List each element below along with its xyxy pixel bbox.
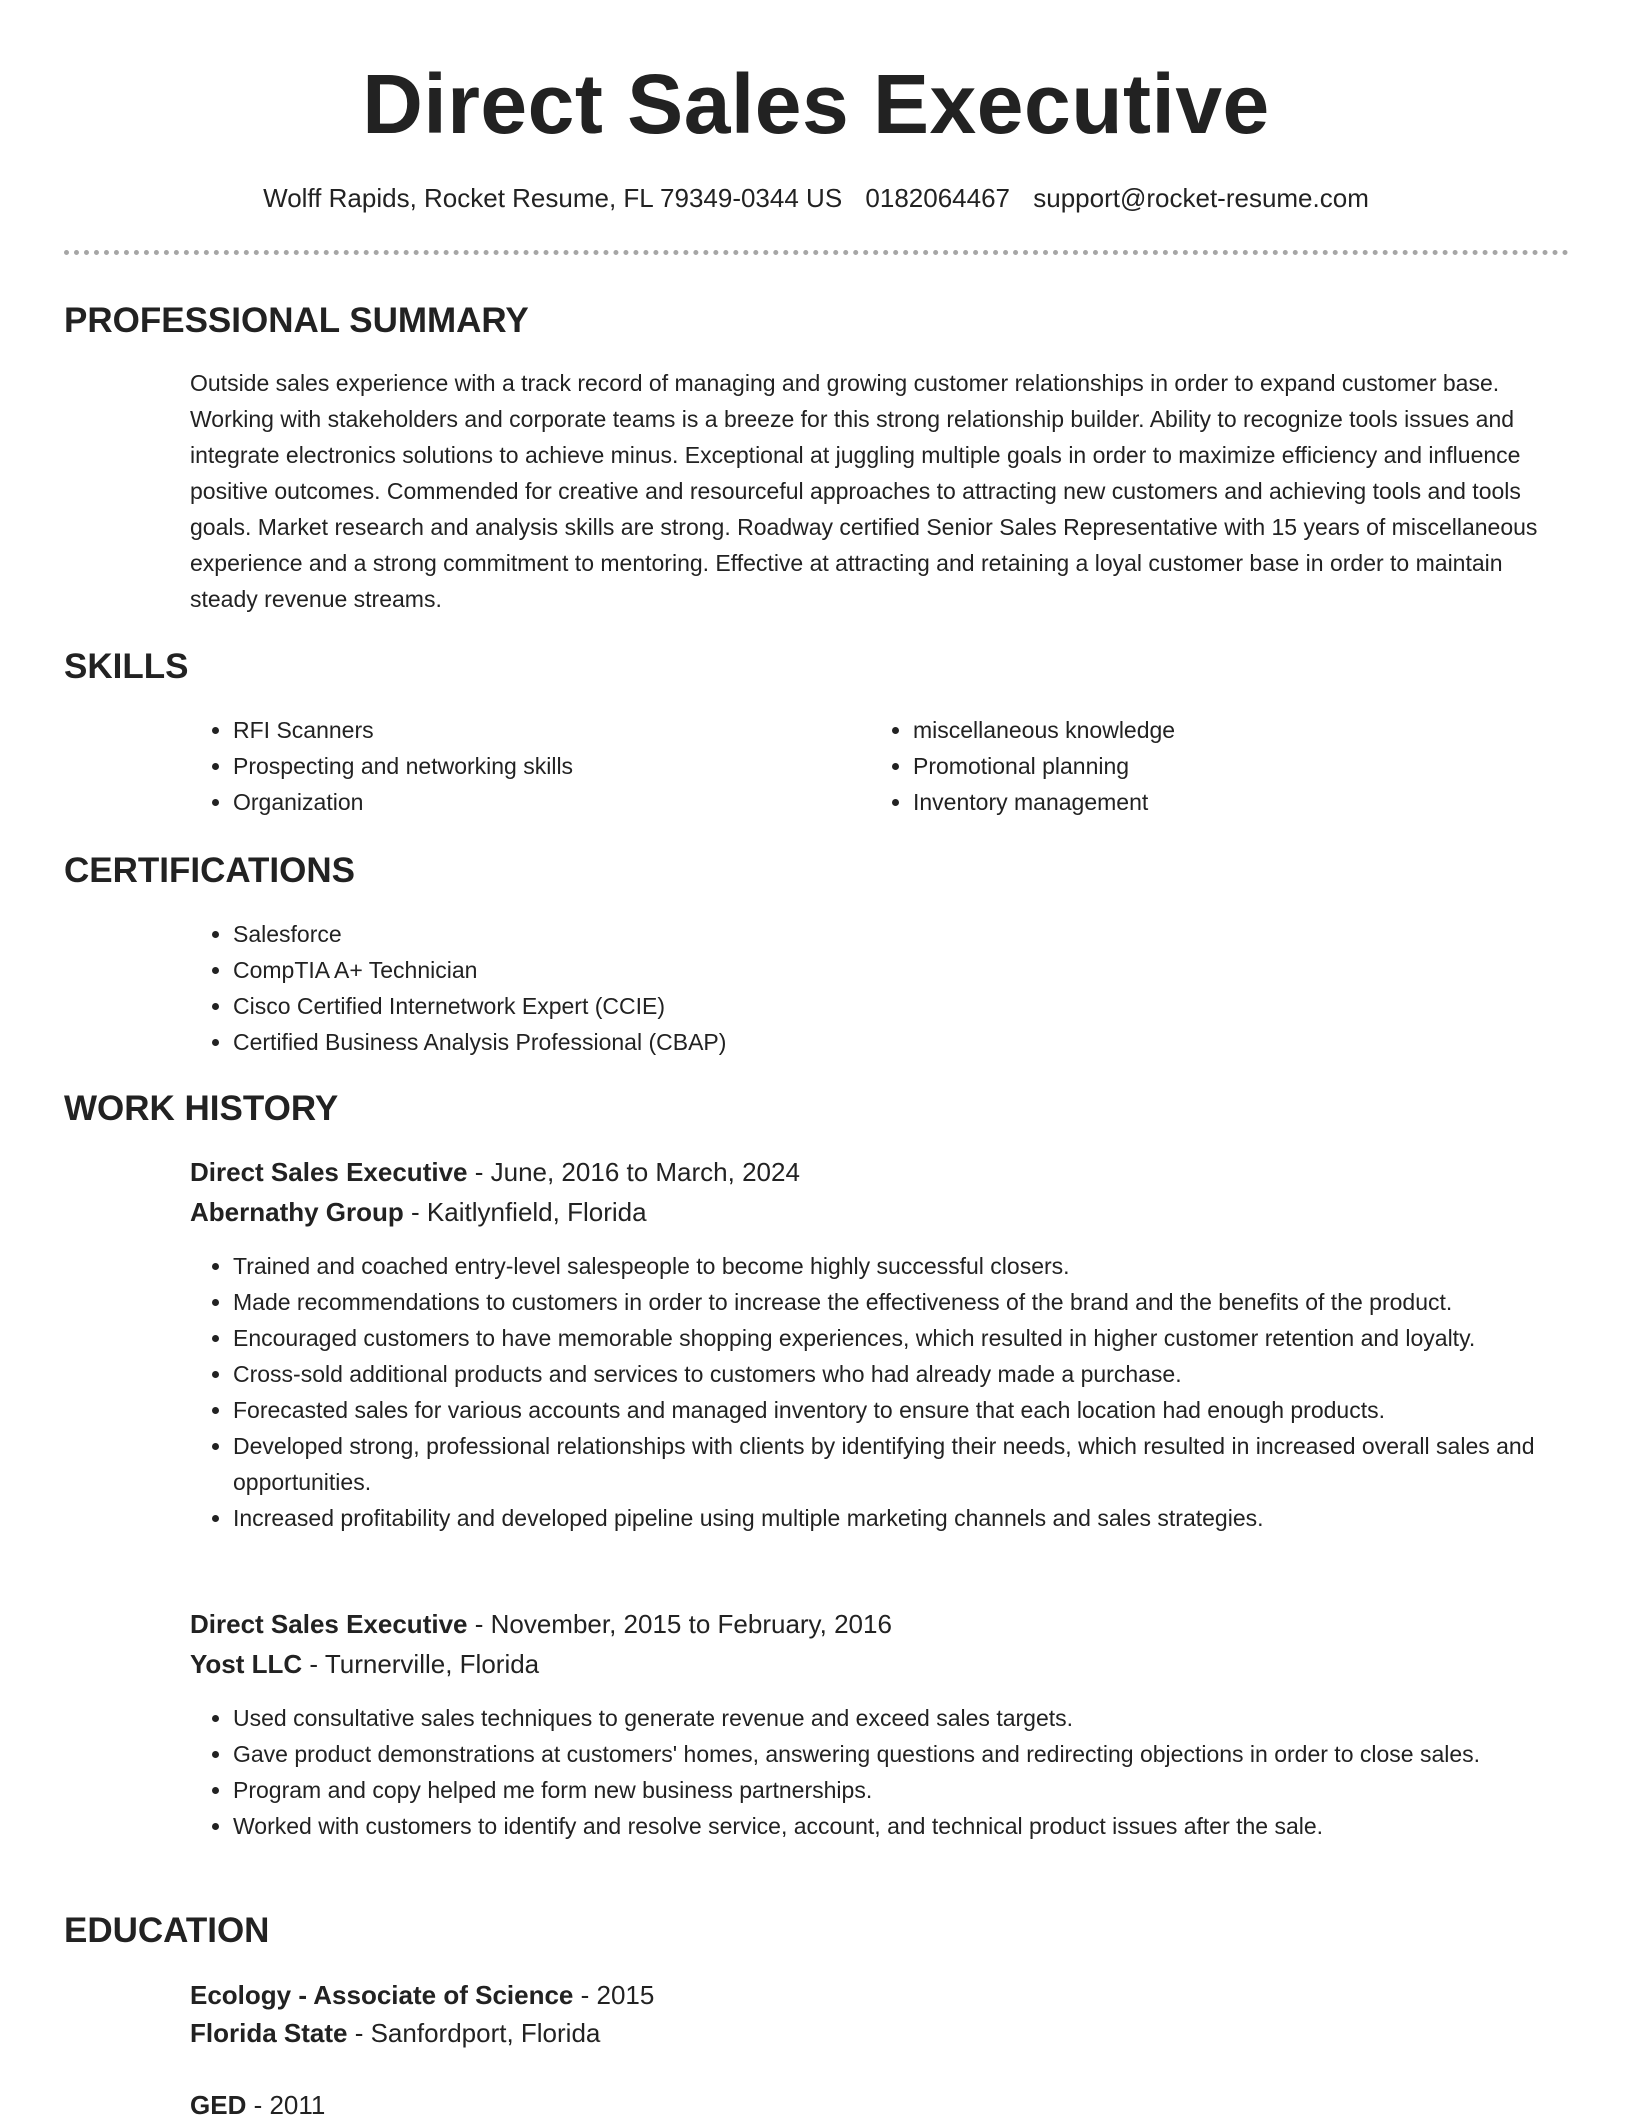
job-location: - Turnerville, Florida <box>302 1649 540 1679</box>
list-item: • Used consultative sales techniques to generate revenue and exceed sales targets. <box>233 1700 1623 1736</box>
list-item: • Organization <box>233 784 833 820</box>
education-year: - 2015 <box>573 1980 655 2010</box>
list-item: • Certified Business Analysis Professional (CBAP) <box>233 1024 1613 1060</box>
job-company-line <box>190 1645 539 1683</box>
section-heading-education: EDUCATION <box>64 1911 270 1950</box>
job-company: Abernathy Group <box>190 1197 404 1227</box>
education-degree: Ecology - Associate of Science <box>190 1980 574 2010</box>
job-bullets <box>190 1700 1623 1844</box>
header-divider <box>64 250 1569 255</box>
job-title-line <box>190 1153 800 1191</box>
list-item: • Program and copy helped me form new business partnerships. <box>233 1772 1623 1808</box>
list-item: • Prospecting and networking skills <box>233 748 833 784</box>
education-location: - Sanfordport, Florida <box>347 2018 601 2048</box>
contact-line <box>0 180 1632 216</box>
list-item: • RFI Scanners <box>233 712 833 748</box>
education-degree-line <box>190 1976 654 2014</box>
certifications-list <box>190 916 1613 1060</box>
education-year: - 2011 <box>246 2090 326 2120</box>
summary-text: Outside sales experience with a track record of managing and growing customer relationships in order to expand customer base. Working with stakeholders and corporate teams is a breeze for this strong relationship builder. Ability to recognize tools issues and integrate electronics solutions to achieve minus. Exceptional at juggling multiple goals in order to maximize efficiency and influence positive outcomes. Commended for creative and resourceful approaches to attracting new customers and achieving tools and tools goals. Market research and analysis skills are strong. Roadway certified Senior Sales Representative with 15 years of miscellaneous experience and a strong commitment to mentoring. Effective at attracting and retaining a loyal customer base in order to maintain steady revenue streams. <box>190 370 1538 612</box>
education-school-line <box>190 2014 600 2052</box>
list-item: • Trained and coached entry-level salespeople to become highly successful closers. <box>233 1248 1623 1284</box>
job-company-line <box>190 1193 647 1231</box>
resume-title: Direct Sales Executive <box>362 57 1270 151</box>
list-item: • Cross-sold additional products and services to customers who had already made a purchase. <box>233 1356 1623 1392</box>
list-item: • Made recommendations to customers in order to increase the effectiveness of the brand and the benefits of the product. <box>233 1284 1623 1320</box>
list-item: • Worked with customers to identify and resolve service, account, and technical product issues after the sale. <box>233 1808 1623 1844</box>
skills-list-right <box>870 712 1513 820</box>
list-item: • Forecasted sales for various accounts and managed inventory to ensure that each location had enough products. <box>233 1392 1623 1428</box>
section-heading-summary: PROFESSIONAL SUMMARY <box>64 301 529 340</box>
skills-list-left <box>190 712 833 820</box>
section-heading-work-history: WORK HISTORY <box>64 1089 339 1128</box>
list-item: • Promotional planning <box>913 748 1513 784</box>
job-bullets <box>190 1248 1623 1536</box>
job-title-line <box>190 1605 892 1643</box>
job-dates: - June, 2016 to March, 2024 <box>467 1157 800 1187</box>
list-item: • Gave product demonstrations at customers' homes, answering questions and redirecting objections in order to close sales. <box>233 1736 1623 1772</box>
education-degree: GED <box>190 2090 247 2120</box>
list-item: • Increased profitability and developed pipeline using multiple marketing channels and sales strategies. <box>233 1500 1623 1536</box>
list-item: • Developed strong, professional relationships with clients by identifying their needs, which resulted in increased overall sales and opportunities. <box>233 1428 1623 1500</box>
job-location: - Kaitlynfield, Florida <box>403 1197 647 1227</box>
section-heading-certifications: CERTIFICATIONS <box>64 851 356 890</box>
list-item: • miscellaneous knowledge <box>913 712 1513 748</box>
contact-email: support@rocket-resume.com <box>1033 183 1369 213</box>
job-title: Direct Sales Executive <box>190 1157 468 1187</box>
list-item: • Cisco Certified Internetwork Expert (CCIE) <box>233 988 1613 1024</box>
list-item: • Encouraged customers to have memorable shopping experiences, which resulted in higher customer retention and loyalty. <box>233 1320 1623 1356</box>
list-item: • CompTIA A+ Technician <box>233 952 1613 988</box>
job-dates: - November, 2015 to February, 2016 <box>467 1609 892 1639</box>
contact-address: Wolff Rapids, Rocket Resume, FL 79349-0344 US <box>263 183 843 213</box>
list-item: • Inventory management <box>913 784 1513 820</box>
list-item: • Salesforce <box>233 916 1613 952</box>
contact-phone: 0182064467 <box>865 183 1011 213</box>
job-title: Direct Sales Executive <box>190 1609 468 1639</box>
job-company: Yost LLC <box>190 1649 303 1679</box>
education-degree-line <box>190 2086 325 2124</box>
education-school: Florida State <box>190 2018 348 2048</box>
section-heading-skills: SKILLS <box>64 647 189 686</box>
